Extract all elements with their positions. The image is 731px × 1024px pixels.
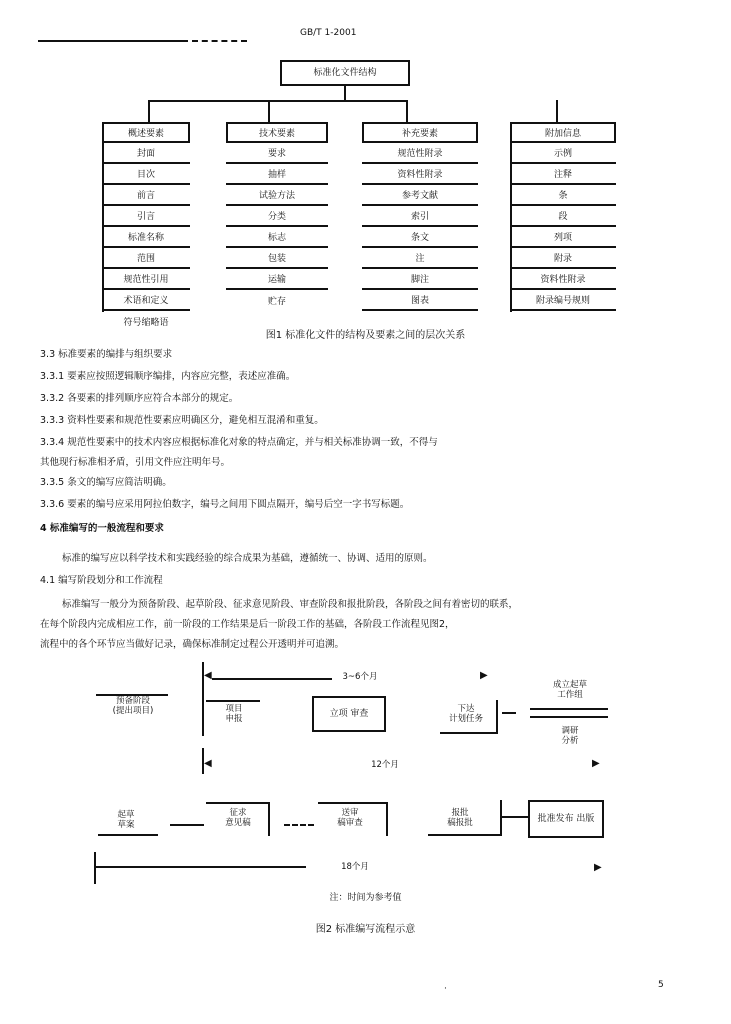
fig2-row2-conn-3 (500, 816, 530, 818)
fig2-row2-b: 征求 意见稿 (225, 808, 251, 828)
fig1-col4-item: 注释 (510, 164, 616, 185)
fig1-column-2 (226, 122, 328, 311)
fig1-col2-item: 要求 (226, 143, 328, 164)
body-line: 3.3.2 各要素的排列顺序应符合本部分的规定。 (40, 393, 239, 404)
running-title: GB/T 1-2001 (300, 28, 357, 38)
fig1-col2-head: 技术要素 (226, 122, 328, 143)
fig1-root-box: 标准化文件结构 (280, 60, 410, 86)
fig2-arrow-top-head-left: ◀ (204, 670, 212, 681)
fig2-arrow-row2-head: ▶ (594, 862, 602, 873)
fig1-branch-4 (556, 100, 558, 122)
fig2-row2-b-side (268, 802, 270, 836)
fig2-sub-caption: 注：时间为参考值 (329, 893, 402, 903)
fig2-row1-mid-a-line (206, 700, 260, 702)
body-line: 3.3.4 规范性要素中的技术内容应根据标准化对象的特点确定，并与相关标准协调一致，不得与 (40, 437, 438, 448)
fig1-column-1 (102, 122, 190, 332)
fig1-caption: 图1 标准化文件的结构及要素之间的层次关系 (265, 330, 466, 341)
header-rule-dashed (192, 40, 247, 44)
fig2-arrow-bottom-head-right: ▶ (592, 758, 600, 769)
fig1-col1-item: 目次 (102, 164, 190, 185)
fig1-col4-item: 条 (510, 185, 616, 206)
fig1-col1-item: 标准名称 (102, 227, 190, 248)
fig1-col4-item: 示例 (510, 143, 616, 164)
fig1-col1-item: 范围 (102, 248, 190, 269)
fig2-arrow-bottom-label: 12个月 (371, 760, 399, 770)
fig2-row2-d-side (500, 800, 502, 836)
fig2-row1-right-b-bottom: 调研 分析 (561, 726, 579, 746)
fig1-col4-item: 附录编号规则 (510, 290, 616, 311)
fig1-col2-item: 贮存 (267, 297, 286, 307)
fig1-root-stem (344, 86, 346, 100)
footer-mark: · (444, 984, 447, 994)
fig2-arrow-bottom-head-left: ◀ (204, 758, 212, 769)
fig2-caption: 图2 标准编写流程示意 (315, 924, 416, 935)
fig1-col1-item: 规范性引用 (102, 269, 190, 290)
body-line: 在每个阶段内完成相应工作，前一阶段的工作结果是后一阶段工作的基础，各阶段工作流程见图2， (40, 619, 455, 630)
fig1-col1-item: 封面 (102, 143, 190, 164)
body-line: 标准的编写应以科学技术和实践经验的综合成果为基础，遵循统一、协调、适用的原则。 (62, 553, 433, 564)
fig1-col1-side (102, 122, 104, 312)
fig2-row1-right-a-side (496, 700, 498, 734)
fig1-col2-item: 运输 (226, 269, 328, 290)
fig1-col1-head: 概述要素 (102, 122, 190, 143)
fig2-row2-a-base (98, 834, 158, 836)
body-line: 流程中的各个环节应当做好记录，确保标准制定过程公开透明并可追溯。 (40, 639, 345, 650)
fig2-row2-d: 报批 稿报批 (447, 808, 473, 828)
fig2-arrow-row2-tick (94, 852, 96, 884)
fig1-branch-3 (406, 100, 408, 122)
fig1-col2-item: 分类 (226, 206, 328, 227)
fig1-col3-item: 条文 (362, 227, 478, 248)
fig2-row1-right-a-base (440, 732, 498, 734)
fig1-col3-item: 资料性附录 (362, 164, 478, 185)
fig2-row2-c-side (386, 802, 388, 836)
fig2-row2-conn-2 (284, 824, 314, 828)
fig1-col4-side (510, 122, 512, 312)
body-line: 3.3.3 资料性要素和规范性要素应明确区分，避免相互混淆和重复。 (40, 415, 324, 426)
section-heading: 4 标准编写的一般流程和要求 (40, 523, 164, 534)
fig1-column-4 (510, 122, 616, 311)
body-line: 3.3.5 条文的编写应简洁明确。 (40, 477, 172, 488)
fig1-col3-item: 规范性附录 (362, 143, 478, 164)
body-line: 其他现行标准相矛盾，引用文件应注明年号。 (40, 457, 231, 468)
fig1-col4-item: 附录 (510, 248, 616, 269)
fig2-arrow-row2-label: 18个月 (341, 862, 369, 872)
fig1-col4-item: 资料性附录 (510, 269, 616, 290)
fig1-col3-item: 注 (362, 248, 478, 269)
fig1-col3-item: 索引 (362, 206, 478, 227)
fig1-branch-bar (148, 100, 408, 102)
fig2-row2-e-box: 批准发布 出版 (528, 800, 604, 838)
fig2-row1-left-line (96, 694, 168, 696)
body-line: 3.3.1 要素应按照逻辑顺序编排，内容应完整，表述应准确。 (40, 371, 296, 382)
fig1-col2-item: 包装 (226, 248, 328, 269)
fig1-column-3 (362, 122, 478, 311)
fig2-row1-mid-a: 项目 申报 (225, 704, 243, 724)
fig1-col1-item: 引言 (102, 206, 190, 227)
fig2-arrow-top-head-right: ▶ (480, 670, 488, 681)
fig1-col1-item: 符号缩略语 (123, 318, 169, 328)
fig1-col1-item: 前言 (102, 185, 190, 206)
fig2-row2-b-top (206, 802, 270, 804)
fig1-col2-item: 抽样 (226, 164, 328, 185)
body-line: 3.3 标准要素的编排与组织要求 (40, 349, 173, 360)
page-number: 5 (658, 980, 664, 990)
fig2-row2-c: 送审 稿审查 (337, 808, 363, 828)
fig2-row2-c-top (318, 802, 388, 804)
fig1-col4-head: 附加信息 (510, 122, 616, 143)
body-line: 3.3.6 要素的编号应采用阿拉伯数字，编号之间用下圆点隔开，编号后空一字书写标题。 (40, 499, 410, 510)
fig2-arrow-top-line (212, 678, 332, 680)
fig2-row2-a: 起草 草案 (117, 810, 135, 830)
fig2-arrow-bottom-tick (202, 748, 204, 774)
fig1-col4-item: 段 (510, 206, 616, 227)
fig1-col2-item: 标志 (226, 227, 328, 248)
fig1-branch-1 (148, 100, 150, 122)
fig1-col4-item: 列项 (510, 227, 616, 248)
header-rule-solid (38, 40, 188, 42)
fig1-col1-item: 术语和定义 (102, 290, 190, 311)
fig2-row1-left: 预备阶段 (提出项目) (112, 696, 154, 716)
fig2-arrow-top-label: 3~6个月 (342, 672, 378, 682)
fig1-col3-item: 参考文献 (362, 185, 478, 206)
fig2-row1-right-b-bar1 (530, 708, 608, 710)
fig2-row1-right-b-bar2 (530, 716, 608, 718)
fig1-branch-2 (268, 100, 270, 122)
fig2-row1-connector (502, 712, 516, 714)
fig1-col3-head: 补充要素 (362, 122, 478, 143)
fig1-col2-item: 试验方法 (226, 185, 328, 206)
fig2-row2-d-base (428, 834, 500, 836)
body-line: 标准编写一般分为预备阶段、起草阶段、征求意见阶段、审查阶段和报批阶段，各阶段之间有着密切的联系， (62, 599, 519, 610)
fig1-col3-item: 脚注 (362, 269, 478, 290)
fig1-col3-item: 图表 (362, 290, 478, 311)
fig2-row1-right-a: 下达 计划任务 (448, 704, 483, 724)
fig2-row1-mid-b-box: 立项 审查 (312, 696, 386, 732)
body-line: 4.1 编写阶段划分和工作流程 (40, 575, 163, 586)
fig2-arrow-row2-line (96, 866, 306, 868)
fig2-row1-right-b-top: 成立起草 工作组 (552, 680, 587, 700)
fig2-row2-conn-1 (170, 824, 204, 826)
